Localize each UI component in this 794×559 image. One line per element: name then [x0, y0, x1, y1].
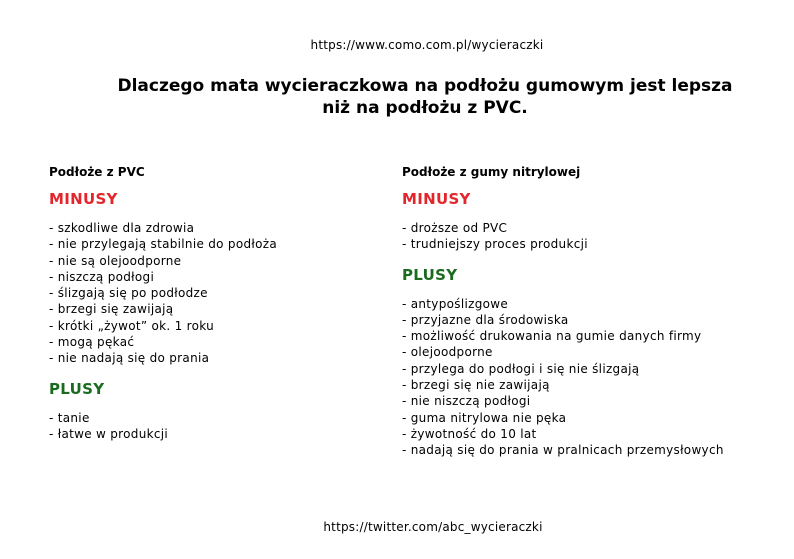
pvc-plus-item: - łatwe w produkcji: [49, 426, 169, 441]
rubber-plus-item: - przylega do podłogi i się nie ślizgają: [402, 361, 640, 376]
pvc-minus-item: - ślizgają się po podłodze: [49, 286, 208, 301]
page-title: [80, 75, 770, 119]
pvc-minus-list: [49, 220, 369, 367]
rubber-plus-label: PLUSY: [402, 265, 458, 284]
title-line-1: Dlaczego mata wycieraczkowa na podłożu gumowym jest lepsza: [117, 76, 733, 96]
pvc-minus-label: MINUSY: [49, 190, 118, 208]
title-line-2: niż na podłożu z PVC.: [322, 98, 528, 118]
rubber-plus-item: - nadają się do prania w pralnicach przemysłowych: [402, 443, 724, 458]
pvc-minus-item: - niszczą podłogi: [49, 269, 155, 284]
rubber-plus-item: - brzegi się nie zawijają: [402, 378, 550, 393]
rubber-plus-item: - antypoślizgowe: [402, 296, 509, 311]
pvc-minus-item: - nie przylegają stabilnie do podłoża: [49, 237, 278, 252]
pvc-minus-item: - mogą pękać: [49, 335, 135, 350]
rubber-plus-item: - żywotność do 10 lat: [402, 426, 537, 441]
pvc-minus-item: - nie nadają się do prania: [49, 351, 210, 366]
pvc-heading: Podłoże z PVC: [49, 165, 145, 179]
pvc-minus-item: - brzegi się zawijają: [49, 302, 174, 317]
pvc-minus-item: - szkodliwe dla zdrowia: [49, 221, 195, 235]
rubber-plus-item: - możliwość drukowania na gumie danych firmy: [402, 329, 702, 344]
rubber-minus-list: [402, 220, 782, 253]
rubber-plus-list: [402, 296, 782, 459]
pvc-column: [49, 163, 369, 442]
pvc-plus-label: PLUSY: [49, 379, 105, 398]
pvc-minus-item: - nie są olejoodporne: [49, 253, 182, 268]
rubber-plus-item: - olejoodporne: [402, 345, 493, 360]
pvc-plus-list: [49, 410, 369, 443]
pvc-plus-item: - tanie: [49, 410, 90, 425]
bottom-url[interactable]: https://twitter.com/abc_wycieraczki: [323, 520, 543, 534]
rubber-plus-item: - guma nitrylowa nie pęka: [402, 410, 567, 425]
rubber-plus-item: - nie niszczą podłogi: [402, 394, 531, 409]
rubber-minus-item: - droższe od PVC: [402, 221, 508, 235]
rubber-plus-item: - przyjazne dla środowiska: [402, 312, 569, 327]
pvc-minus-item: - krótki „żywot” ok. 1 roku: [49, 318, 215, 333]
rubber-heading: Podłoże z gumy nitrylowej: [402, 165, 581, 179]
rubber-column: [402, 163, 782, 459]
top-url[interactable]: https://www.como.com.pl/wycieraczki: [310, 38, 544, 52]
rubber-minus-item: - trudniejszy proces produkcji: [402, 237, 588, 252]
rubber-minus-label: MINUSY: [402, 190, 471, 208]
